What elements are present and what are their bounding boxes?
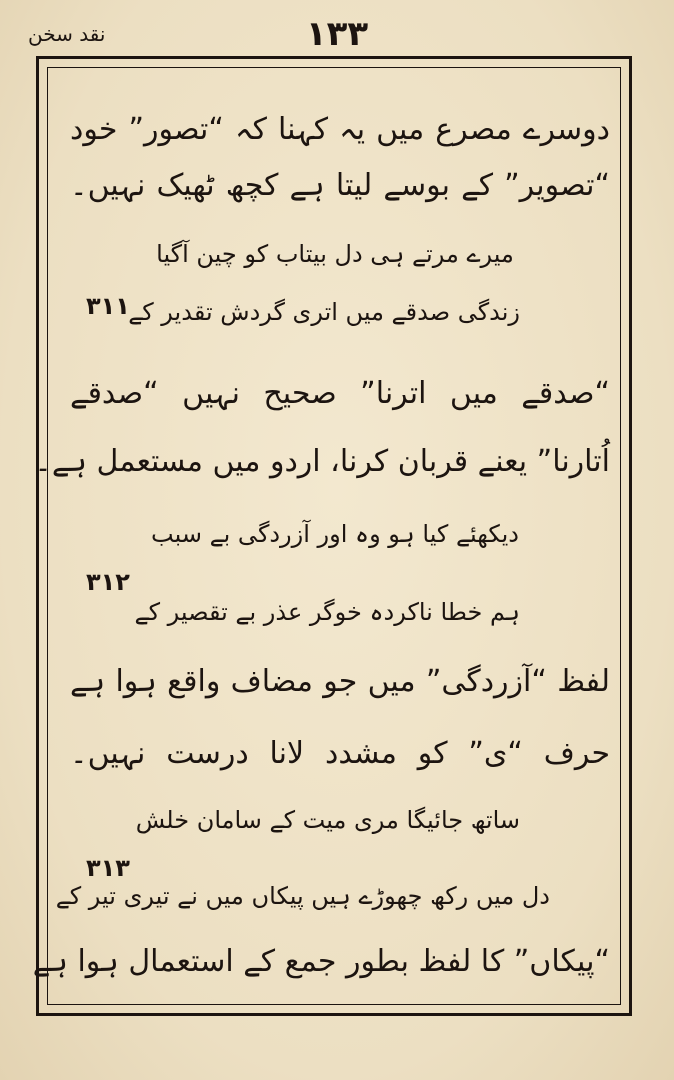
verse-line: دیکھئے کیا ہو وہ اور آزردگی بے سبب [151, 520, 519, 548]
verse-number: ۳۱۲ [86, 568, 130, 596]
page-number: ۱۳۳ [305, 14, 369, 54]
running-title: نقد سخن [28, 22, 106, 46]
prose-line: لفظ “آزردگی” میں جو مضاف واقع ہوا ہے [70, 664, 610, 699]
prose-line: “پیکاں” کا لفظ بطور جمع کے استعمال ہوا ہے [32, 944, 610, 979]
verse-line: ساتھ جائیگا مری میت کے سامان خلش [135, 806, 520, 834]
verse-line: دل میں رکھ چھوڑے ہیں پیکاں میں نے تیری تیر کے [55, 882, 550, 910]
verse-line: ہم خطا ناکردہ خوگر عذر بے تقصیر کے [134, 598, 520, 626]
verse-number: ۳۱۳ [86, 854, 130, 882]
verse-line: میرے مرتے ہی دل بیتاب کو چین آگیا [156, 240, 514, 268]
prose-line: دوسرے مصرع میں یہ کہنا کہ “تصور” خود [70, 112, 610, 147]
prose-line: “صدقے میں اترنا” صحیح نہیں “صدقے [70, 376, 610, 411]
prose-line: حرف “ی” کو مشدد لانا درست نہیں۔ [70, 736, 610, 771]
prose-line: اُتارنا” یعنے قربان کرنا، اردو میں مستعمل ہے۔ [34, 444, 610, 479]
verse-number: ۳۱۱ [86, 292, 130, 320]
prose-line: “تصویر” کے بوسے لیتا ہے کچھ ٹھیک نہیں۔ [70, 168, 610, 203]
verse-line: زندگی صدقے میں اتری گردش تقدیر کے [128, 298, 520, 326]
